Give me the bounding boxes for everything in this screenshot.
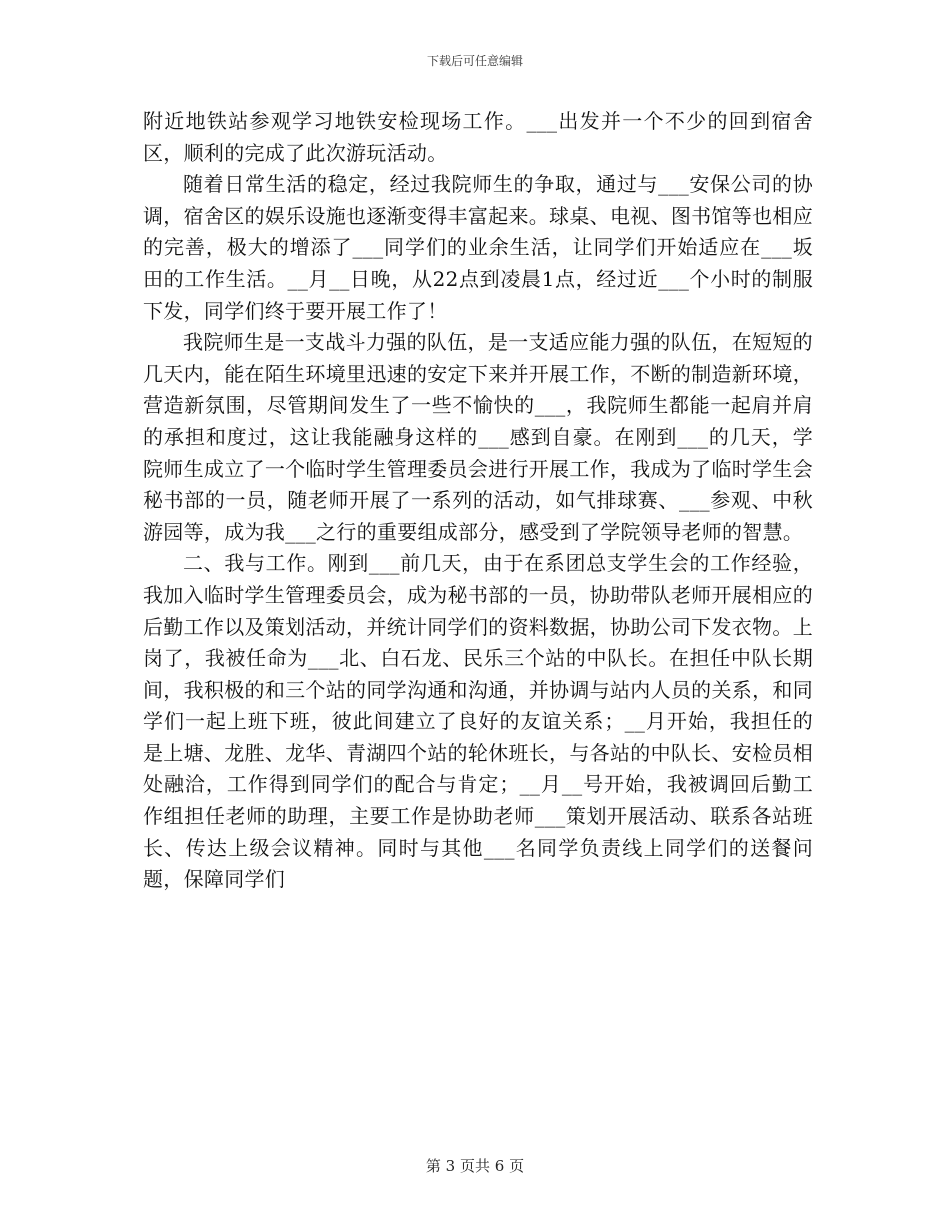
document-body [143, 106, 813, 896]
paragraph-work: 二、我与工作。刚到___前几天，由于在系团总支学生会的工作经验，我加入临时学生管理委员会，成为秘书部的一员，协助带队老师开展相应的后勤工作以及策划活动，并统计同学们的资料数据，协助公司下发衣物。上岗了，我被任命为___北、白石龙、民乐三个站的中队长。在担任中队长期间，我积极的和三个站的同学沟通和沟通，并协调与站内人员的关系，和同学们一起上班下班，彼此间建立了良好的友谊关系；__月开始，我担任的是上塘、龙胜、龙华、青湖四个站的轮休班长，与各站的中队长、安检员相处融洽，工作得到同学们的配合与肯定；__月__号开始，我被调回后勤工作组担任老师的助理，主要工作是协助老师___策划开展活动、联系各站班长、传达上级会议精神。同时与其他___名同学负责线上同学们的送餐问题，保障同学们 [143, 551, 813, 892]
paragraph-team: 我院师生是一支战斗力强的队伍，是一支适应能力强的队伍，在短短的几天内，能在陌生环境里迅速的安定下来并开展工作，不断的制造新环境，营造新氛围，尽管期间发生了一些不愉快的___，我院师生都能一起肩并肩的承担和度过，这让我能融身这样的___感到自豪。在刚到___的几天，学院师生成立了一个临时学生管理委员会进行开展工作，我成为了临时学生会秘书部的一员，随老师开展了一系列的活动，如气排球赛、___参观、中秋游园等，成为我___之行的重要组成部分，感受到了学院领导老师的智慧。 [143, 330, 813, 544]
page-header: 下载后可任意编辑 [426, 54, 523, 68]
paragraph-continuation: 附近地铁站参观学习地铁安检现场工作。___出发并一个不少的回到宿舍区，顺利的完成了此次游玩活动。 [143, 109, 813, 165]
page-footer: 第 3 页共 6 页 [425, 1157, 525, 1175]
paragraph-facilities: 随着日常生活的稳定，经过我院师生的争取，通过与___安保公司的协调，宿舍区的娱乐设施也逐渐变得丰富起来。球桌、电视、图书馆等也相应的完善，极大的增添了___同学们的业余生活，让同学们开始适应在___坂田的工作生活。__月__日晚，从22点到凌晨1点，经过近___个小时的制服下发，同学们终于要开展工作了！ [143, 172, 813, 323]
